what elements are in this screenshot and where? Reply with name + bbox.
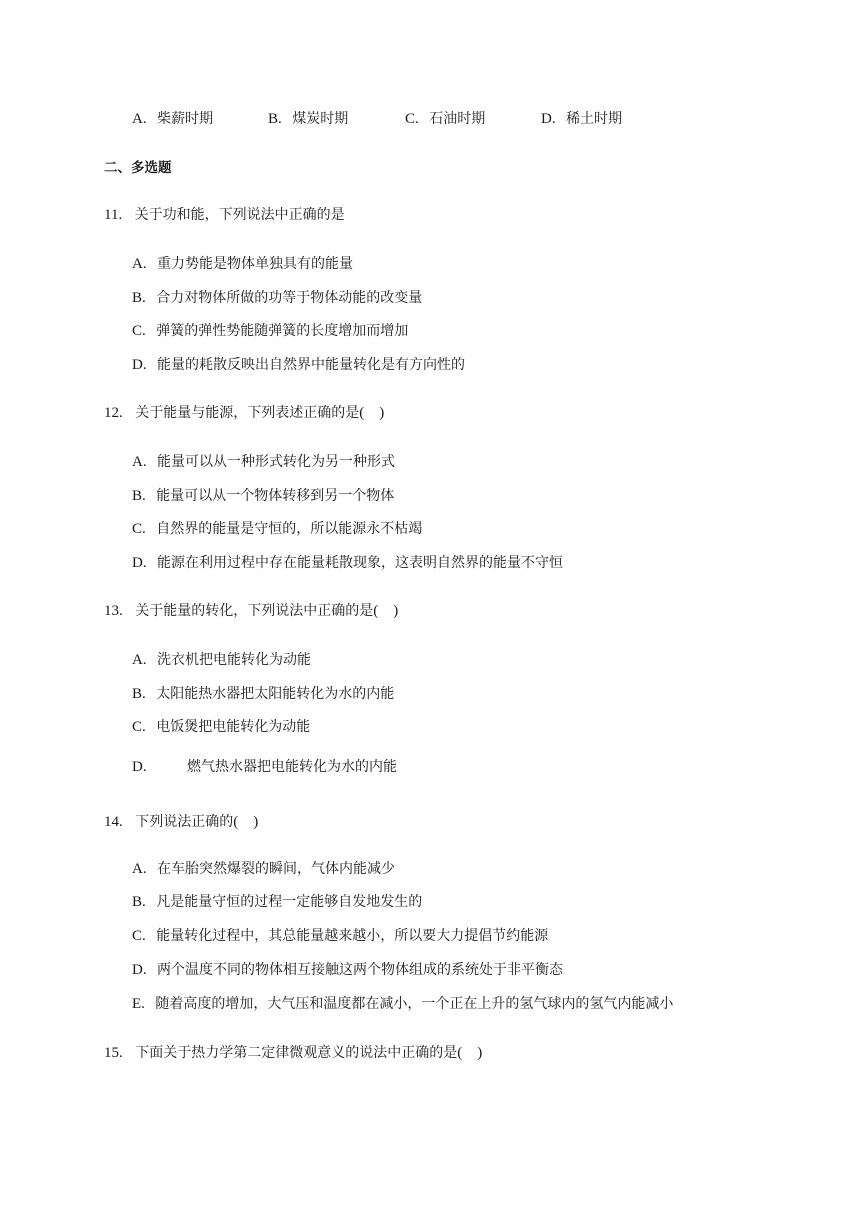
q10-option-d — [541, 109, 622, 129]
answer-blank: ( ) — [373, 603, 399, 619]
option-letter: B. — [132, 894, 146, 910]
option-text: 弹簧的弹性势能随弹簧的长度增加而增加 — [156, 323, 409, 339]
question-11 — [104, 205, 345, 225]
option-text: 石油时期 — [429, 111, 486, 127]
q14-option-d — [132, 960, 563, 980]
q14-option-e — [132, 994, 673, 1014]
option-text: 燃气热水器把电能转化为水的内能 — [187, 759, 398, 775]
q11-option-b — [132, 288, 422, 308]
question-stem: 关于能量与能源，下列表述正确的是 — [135, 405, 360, 421]
question-13 — [104, 601, 398, 621]
option-letter: D. — [132, 357, 147, 373]
option-letter: E. — [132, 996, 145, 1012]
option-letter: C. — [405, 111, 419, 127]
q10-option-b — [268, 109, 348, 129]
option-text: 太阳能热水器把太阳能转化为水的内能 — [156, 686, 395, 702]
answer-blank: ( ) — [359, 405, 385, 421]
option-text: 能源在利用过程中存在能量耗散现象，这表明自然界的能量不守恒 — [157, 555, 564, 571]
option-letter: A. — [132, 652, 147, 668]
option-letter: D. — [132, 962, 147, 978]
question-number: 12. — [104, 405, 123, 421]
question-stem: 关于能量的转化，下列说法中正确的是 — [135, 603, 374, 619]
option-letter: A. — [132, 454, 147, 470]
question-15 — [104, 1043, 482, 1063]
answer-blank: ( ) — [457, 1045, 483, 1061]
q14-option-c — [132, 926, 548, 946]
option-letter: A. — [132, 861, 147, 877]
option-letter: B. — [132, 488, 146, 504]
question-number: 14. — [104, 814, 123, 830]
option-text: 能量可以从一种形式转化为另一种形式 — [157, 454, 396, 470]
option-letter: D. — [132, 555, 147, 571]
question-number: 15. — [104, 1045, 123, 1061]
answer-blank: ( ) — [233, 814, 259, 830]
q13-option-d — [132, 757, 397, 777]
option-letter: A. — [132, 111, 147, 127]
q11-option-d — [132, 355, 465, 375]
option-text: 柴薪时期 — [157, 111, 214, 127]
option-letter: B. — [132, 290, 146, 306]
option-letter: D. — [132, 759, 147, 775]
q12-option-a — [132, 452, 395, 472]
option-text: 洗衣机把电能转化为动能 — [157, 652, 312, 668]
option-letter: B. — [268, 111, 282, 127]
option-text: 能量的耗散反映出自然界中能量转化是有方向性的 — [157, 357, 466, 373]
question-number: 13. — [104, 603, 123, 619]
question-14 — [104, 812, 258, 832]
option-text: 合力对物体所做的功等于物体动能的改变量 — [156, 290, 423, 306]
q12-option-b — [132, 486, 394, 506]
question-stem: 关于功和能，下列说法中正确的是 — [134, 207, 345, 223]
option-letter: D. — [541, 111, 556, 127]
option-letter: C. — [132, 323, 146, 339]
question-12 — [104, 403, 384, 423]
q13-option-a — [132, 650, 311, 670]
option-letter: C. — [132, 719, 146, 735]
question-stem: 下面关于热力学第二定律微观意义的说法中正确的是 — [135, 1045, 458, 1061]
option-text: 重力势能是物体单独具有的能量 — [157, 256, 354, 272]
option-text: 在车胎突然爆裂的瞬间，气体内能减少 — [157, 861, 396, 877]
q14-option-b — [132, 892, 422, 912]
q13-option-b — [132, 684, 394, 704]
q10-option-c — [405, 109, 485, 129]
option-text: 随着高度的增加，大气压和温度都在减小，一个正在上升的氢气球内的氢气内能减小 — [155, 996, 674, 1012]
option-text: 电饭煲把电能转化为动能 — [156, 719, 311, 735]
option-text: 两个温度不同的物体相互接触这两个物体组成的系统处于非平衡态 — [157, 962, 564, 978]
option-text: 稀土时期 — [566, 111, 623, 127]
option-text: 能量转化过程中，其总能量越来越小，所以要大力提倡节约能源 — [156, 928, 549, 944]
option-letter: C. — [132, 928, 146, 944]
q10-option-a — [132, 109, 213, 129]
option-text: 凡是能量守恒的过程一定能够自发地发生的 — [156, 894, 423, 910]
option-letter: B. — [132, 686, 146, 702]
question-stem: 下列说法正确的 — [135, 814, 234, 830]
q13-option-c — [132, 717, 310, 737]
q14-option-a — [132, 859, 395, 879]
option-letter: A. — [132, 256, 147, 272]
option-text: 能量可以从一个物体转移到另一个物体 — [156, 488, 395, 504]
question-number: 11. — [104, 207, 123, 223]
q12-option-d — [132, 553, 563, 573]
q12-option-c — [132, 519, 422, 539]
section-title: 二、多选题 — [104, 160, 172, 176]
q11-option-a — [132, 254, 353, 274]
option-text: 煤炭时期 — [292, 111, 349, 127]
option-letter: C. — [132, 521, 146, 537]
q11-option-c — [132, 321, 408, 341]
option-text: 自然界的能量是守恒的，所以能源永不枯竭 — [156, 521, 423, 537]
